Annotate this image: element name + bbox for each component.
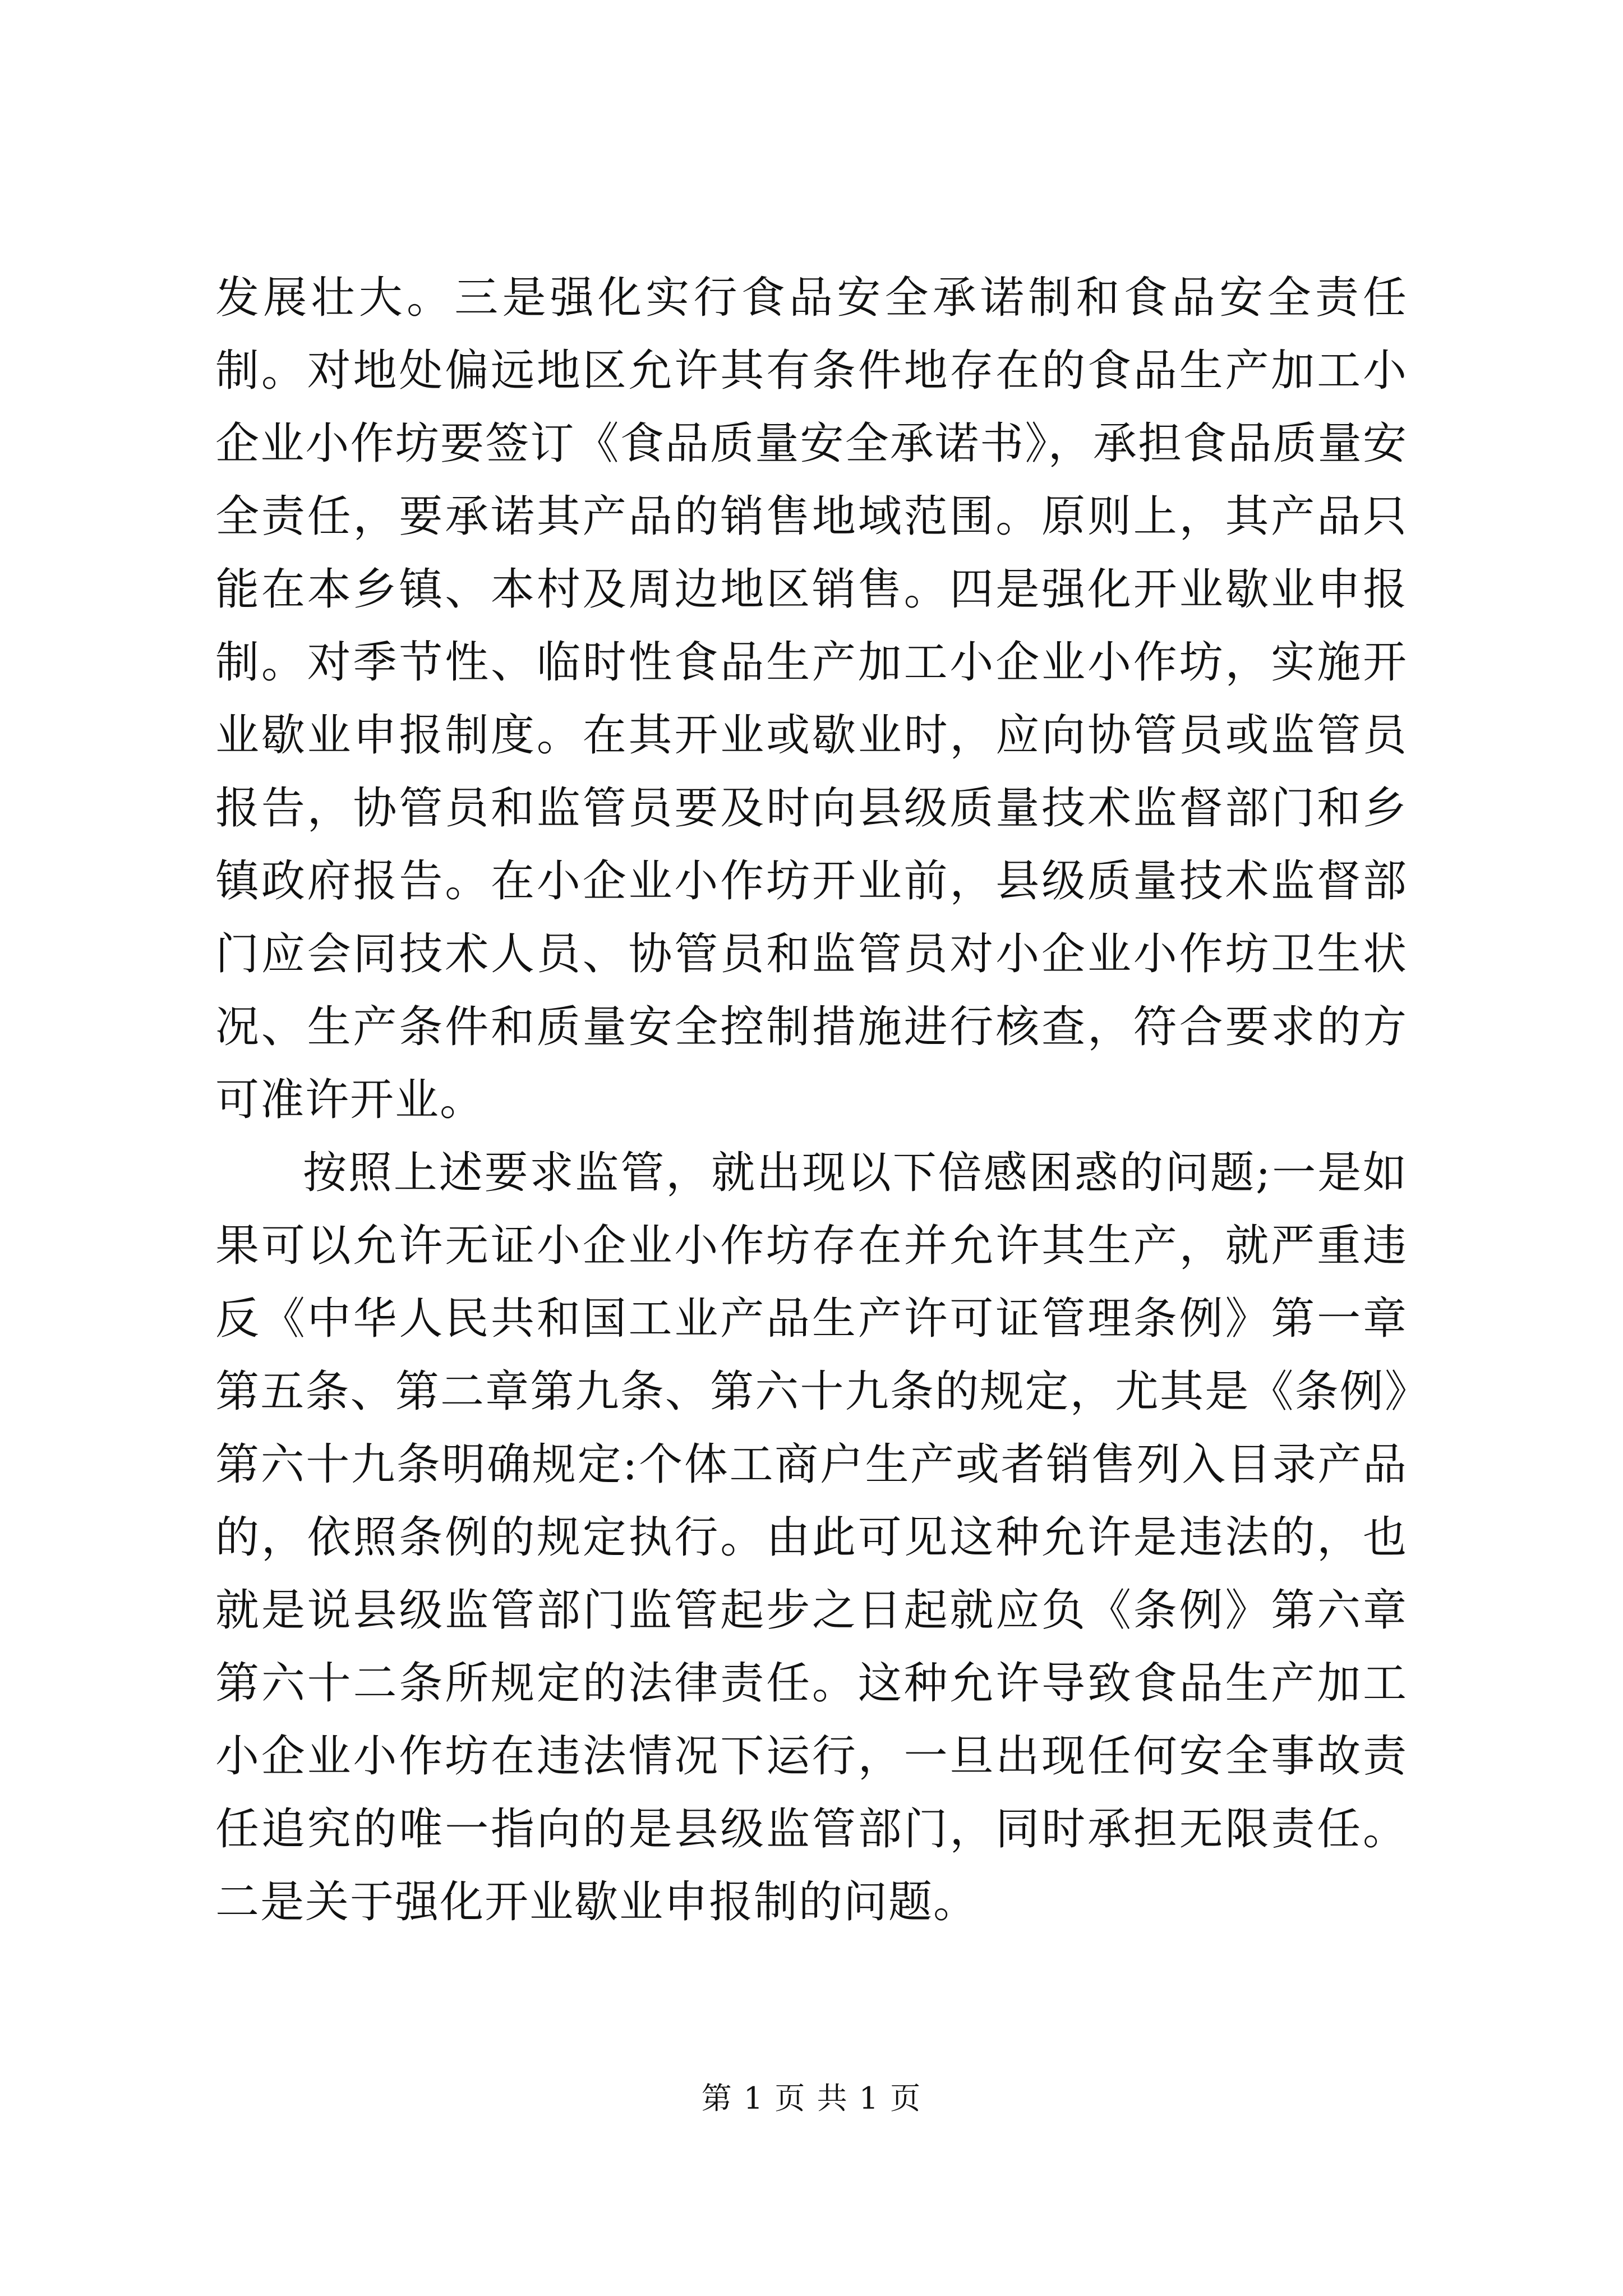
document-body (215, 261, 1408, 1939)
paragraph-1: 发展壮大。三是强化实行食品安全承诺制和食品安全责任制。对地处偏远地区允许其有条件地存在的食品生产加工小企业小作坊要签订《食品质量安全承诺书》，承担食品质量安全责任，要承诺其产品的销售地域范围。原则上，其产品只能在本乡镇、本村及周边地区销售。四是强化开业歇业申报制。对季节性、临时性食品生产加工小企业小作坊，实施开业歇业申报制度。在其开业或歇业时，应向协管员或监管员报告，协管员和监管员要及时向县级质量技术监督部门和乡镇政府报告。在小企业小作坊开业前，县级质量技术监督部门应会同技术人员、协管员和监管员对小企业小作坊卫生状况、生产条件和质量安全控制措施进行核查，符合要求的方可准许开业。 (215, 273, 1408, 1125)
paragraph-2: 按照上述要求监管，就出现以下倍感困惑的问题;一是如果可以允许无证小企业小作坊存在并允许其生产，就严重违反《中华人民共和国工业产品生产许可证管理条例》第一章第五条、第二章第九条、第六十九条的规定，尤其是《条例》第六十九条明确规定:个体工商户生产或者销售列入目录产品的，依照条例的规定执行。由此可见这种允许是违法的，也就是说县级监管部门监管起步之日起就应负《条例》第六章第六十二条所规定的法律责任。这种允许导致食品生产加工小企业小作坊在违法情况下运行，一旦出现任何安全事故责任追究的唯一指向的是县级监管部门，同时承担无限责任。二是关于强化开业歇业申报制的问题。 (215, 1148, 1408, 1927)
page-footer: 第 1 页 共 1 页 (701, 2081, 922, 2116)
